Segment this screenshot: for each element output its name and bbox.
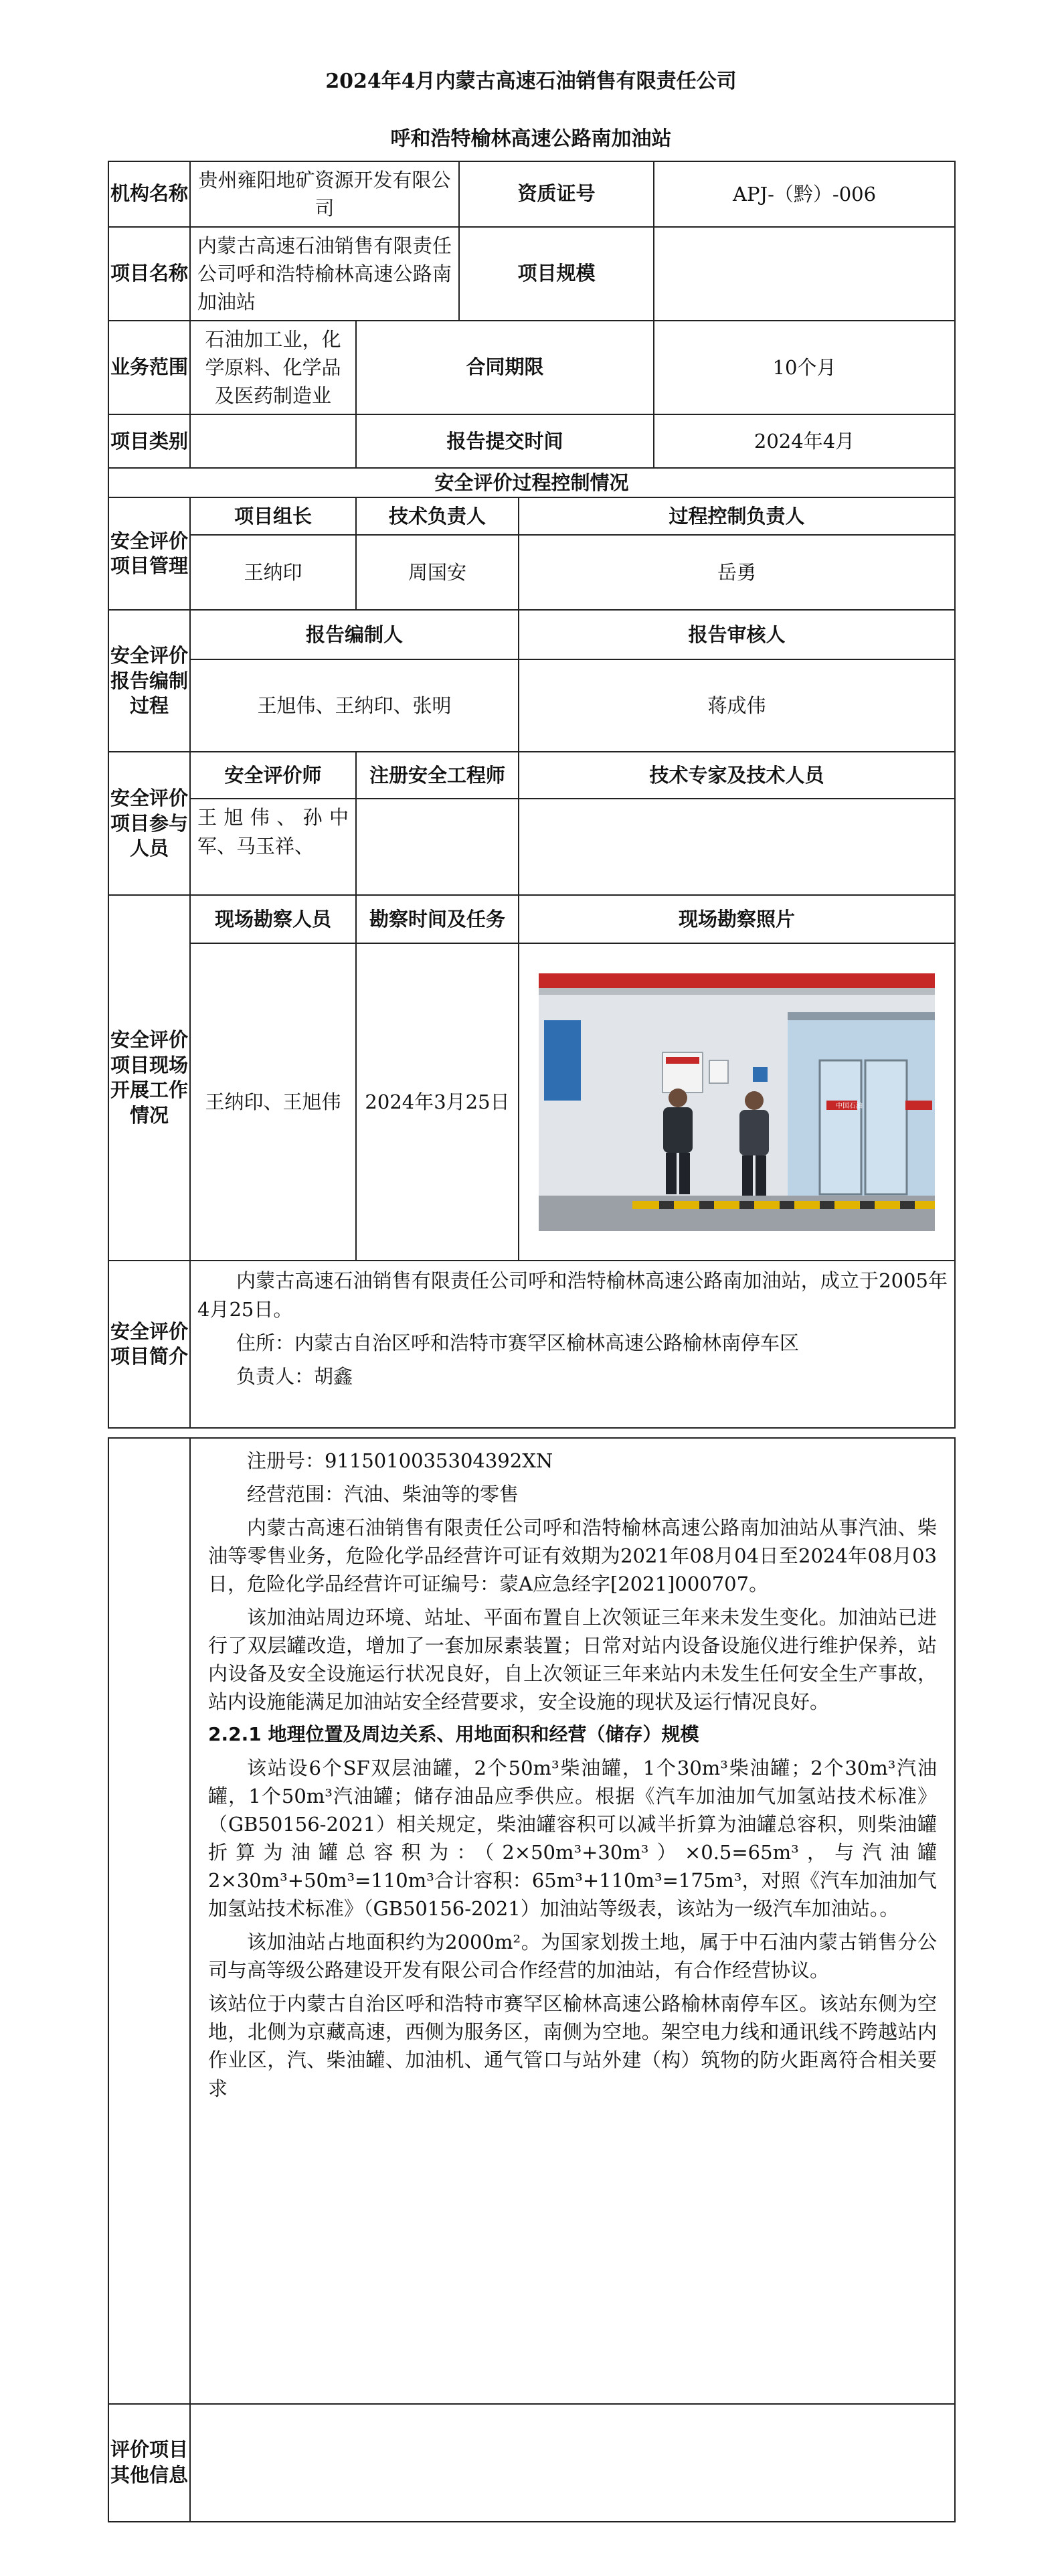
photo-roof-band — [539, 973, 935, 988]
detail-heading: 2.2.1 地理位置及周边关系、用地面积和经营（储存）规模 — [208, 1723, 699, 1746]
business-row — [108, 321, 955, 414]
evaluation-table — [108, 161, 956, 1429]
evaluator-header: 安全评价师 — [190, 752, 356, 799]
project-label: 项目名称 — [108, 227, 190, 321]
staff-header-row — [108, 752, 955, 799]
evaluator-value: 王旭伟、孙中军、马玉祥、 — [190, 799, 356, 895]
mgmt-label: 安全评价项目管理 — [108, 497, 190, 610]
detail-reg-no: 注册号：9115010035304392XN — [247, 1449, 553, 1472]
control-header: 过程控制负责人 — [519, 497, 955, 535]
detail-paragraph-4: 该加油站周边环境、站址、平面布置自上次领证三年来未发生变化。加油站已进行了双层罐改造，增加了一套加尿素装置；日常对站内设备设施仪进行维护保养，站内设备及安全设施运行状况良好，自上次领证三年来站内未发生任何安全生产事故，站内设施能满足加油站安全经营要求，安全设施的现状及运行情况良好。 — [208, 1606, 937, 1714]
other-info-row — [108, 2404, 955, 2522]
type-value — [190, 414, 356, 468]
detail-paragraph-6: 该加油站占地面积约为2000m²。为国家划拨土地，属于中石油内蒙古销售分公司与高等级公路建设开发有限公司合作经营的加油站，有合作经营协议。 — [208, 1931, 937, 1982]
writer-header: 报告编制人 — [190, 610, 519, 659]
document-subtitle: 呼和浩特榆林高速公路南加油站 — [390, 127, 672, 151]
control-value: 岳勇 — [519, 535, 955, 610]
detail-paragraph-5: 该站设6个SF双层油罐，2个50m³柴油罐，1个30m³柴油罐；2个30m³汽油罐，1个50m³汽油罐；储存油品应季供应。根据《汽车加油加气加氢站技术标准》（GB50156-2021）相关规定，柴油罐容积可以减半折算为油罐总容积，则柴油罐折算为油罐总容积为：（2×50m³+30m³）×0.5=65m³，与汽油罐2×30m³+50m³=110m³合计容积：65m³+110m³=175m³，对照《汽车加油加气加氢站技术标准》（GB50156-2021）加油站等级表，该站为一级汽车加油站。。 — [208, 1757, 937, 1921]
photo-cell — [519, 943, 955, 1261]
detail-row — [108, 1438, 955, 2404]
photo-hazard-dark2 — [699, 1201, 714, 1209]
photo-door-right — [865, 1060, 907, 1194]
org-value: 贵州雍阳地矿资源开发有限公司 — [190, 161, 459, 227]
detail-label-empty — [108, 1438, 190, 2404]
photo-left-window — [544, 1020, 581, 1101]
time-header: 勘察时间及任务 — [356, 895, 519, 943]
photo-hazard-dark6 — [860, 1201, 875, 1209]
expert-header: 技术专家及技术人员 — [519, 752, 955, 799]
writer-value: 王旭伟、王纳印、张明 — [190, 659, 519, 752]
business-value: 石油加工业，化学原料、化学品及医药制造业 — [190, 321, 356, 414]
engineer-value — [356, 799, 519, 895]
site-photo — [539, 973, 935, 1231]
staff-label: 安全评价项目参与人员 — [108, 752, 190, 895]
photo-notice-small — [709, 1060, 728, 1083]
expert-value — [519, 799, 955, 895]
photo-hazard-dark3 — [739, 1201, 754, 1209]
field-header-row — [108, 895, 955, 943]
leader-value: 王纳印 — [190, 535, 356, 610]
detail-content — [190, 1438, 955, 2404]
photo-hazard-dark7 — [900, 1201, 915, 1209]
photo-person2-body — [739, 1110, 769, 1155]
time-value: 2024年3月25日 — [356, 943, 519, 1261]
detail-table — [108, 1437, 956, 2522]
photo-ground — [539, 1196, 935, 1231]
type-label: 项目类别 — [108, 414, 190, 468]
photo-person2-leg1 — [742, 1155, 753, 1196]
staff-value-row — [108, 799, 955, 895]
photo-door-top — [788, 1012, 935, 1020]
photo-person1-head — [669, 1089, 687, 1107]
photo-blue-sign — [753, 1067, 768, 1082]
photo-hazard-dark4 — [780, 1201, 794, 1209]
document-title: 2024年4月内蒙古高速石油销售有限责任公司 — [325, 70, 737, 93]
report-header-row — [108, 610, 955, 659]
tech-header: 技术负责人 — [356, 497, 519, 535]
photo-header: 现场勘察照片 — [519, 895, 955, 943]
photo-person1-leg2 — [679, 1153, 690, 1194]
leader-header: 项目组长 — [190, 497, 356, 535]
reviewer-value: 蒋成伟 — [519, 659, 955, 752]
intro-row — [108, 1261, 955, 1428]
detail-paragraph-7: 该站位于内蒙古自治区呼和浩特市赛罕区榆林高速公路榆林南停车区。该站东侧为空地，北侧为京藏高速，西侧为服务区，南侧为空地。架空电力线和通讯线不跨越站内作业区，汽、柴油罐、加油机、通气管口与站外建（构）筑物的防火距离符合相关要求 — [208, 1992, 937, 2100]
submit-label: 报告提交时间 — [356, 414, 654, 468]
photo-roof-trim — [539, 988, 935, 995]
intro-label: 安全评价项目简介 — [108, 1261, 190, 1428]
photo-hazard-dark1 — [659, 1201, 674, 1209]
scale-label: 项目规模 — [459, 227, 654, 321]
section-row — [108, 468, 955, 497]
submit-value: 2024年4月 — [654, 414, 955, 468]
photo-door-sticker-right — [905, 1101, 932, 1110]
surveyor-header: 现场勘察人员 — [190, 895, 356, 943]
detail-paragraph-3: 内蒙古高速石油销售有限责任公司呼和浩特榆林高速公路南加油站从事汽油、柴油等零售业务，危险化学品经营许可证有效期为2021年08月04日至2024年08月03日，危险化学品经营许可证编号：蒙A应急经字[2021]000707。 — [208, 1516, 937, 1596]
contract-label: 合同期限 — [356, 321, 654, 414]
type-row — [108, 414, 955, 468]
intro-paragraph-2: 住所：内蒙古自治区呼和浩特市赛罕区榆林高速公路榆林南停车区 — [236, 1331, 800, 1354]
mgmt-header-row — [108, 497, 955, 535]
project-row — [108, 227, 955, 321]
intro-paragraph-1: 内蒙古高速石油销售有限责任公司呼和浩特榆林高速公路南加油站，成立于2005年4月25日。 — [197, 1269, 948, 1321]
org-label: 机构名称 — [108, 161, 190, 227]
photo-person1-body — [663, 1107, 693, 1153]
intro-content — [190, 1261, 955, 1428]
surveyor-value: 王纳印、王旭伟 — [190, 943, 356, 1261]
mgmt-value-row — [108, 535, 955, 610]
scale-value — [654, 227, 955, 321]
reviewer-header: 报告审核人 — [519, 610, 955, 659]
photo-person2-head — [745, 1091, 764, 1110]
detail-scope: 经营范围：汽油、柴油等的零售 — [247, 1483, 519, 1506]
org-row — [108, 161, 955, 227]
contract-value: 10个月 — [654, 321, 955, 414]
other-info-label: 评价项目其他信息 — [108, 2404, 190, 2522]
section-title: 安全评价过程控制情况 — [108, 468, 955, 497]
engineer-header: 注册安全工程师 — [356, 752, 519, 799]
photo-door-sign-text: 中国石油 — [836, 1102, 863, 1110]
cert-value: APJ-（黔）-006 — [654, 161, 955, 227]
project-value: 内蒙古高速石油销售有限责任公司呼和浩特榆林高速公路南加油站 — [190, 227, 459, 321]
photo-person2-leg2 — [756, 1155, 766, 1196]
other-info-value — [190, 2404, 955, 2522]
field-label: 安全评价项目现场开展工作情况 — [108, 895, 190, 1261]
photo-hazard-dark5 — [820, 1201, 834, 1209]
cert-label: 资质证号 — [459, 161, 654, 227]
report-label: 安全评价报告编制过程 — [108, 610, 190, 752]
field-value-row — [108, 943, 955, 1261]
business-label: 业务范围 — [108, 321, 190, 414]
tech-value: 周国安 — [356, 535, 519, 610]
report-value-row — [108, 659, 955, 752]
photo-person1-leg1 — [666, 1153, 677, 1194]
photo-notice-header — [666, 1057, 699, 1064]
site-photo-illustration — [539, 973, 935, 1231]
intro-paragraph-3: 负责人：胡鑫 — [236, 1364, 353, 1388]
photo-door-left — [820, 1060, 861, 1194]
